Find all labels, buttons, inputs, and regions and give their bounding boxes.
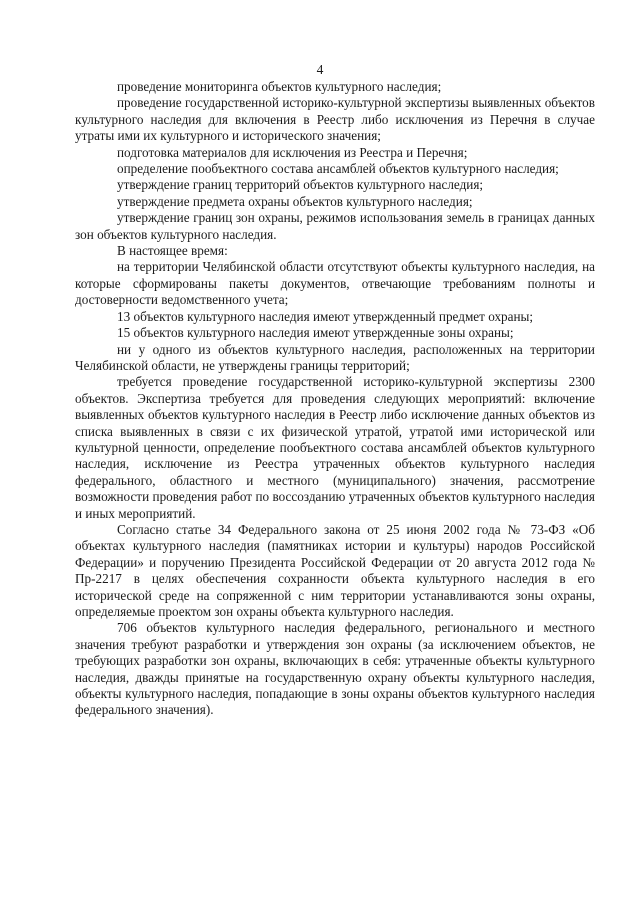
document-body bbox=[75, 79, 595, 719]
paragraph: утверждение предмета охраны объектов культурного наследия; bbox=[117, 193, 473, 209]
paragraph: требуется проведение государственной историко-культурной экспертизы 2300 объектов. Экспертиза требуется для проведения следующих мероприятий: включение выявленных объектов культурного наследия в Реестр либо исключение данных объектов из списка выявленных в связи с их физической утратой, утратой ими исторической или культурной ценности, определение пообъектного состава ансамблей объектов культурного наследия, исключение из Реестра утраченных объектов культурного наследия федерального, областного и местного (муниципального) значения, рассмотрение возможности проведения работ по воссозданию утраченных объектов культурного наследия и иных мероприятий. bbox=[75, 374, 595, 521]
paragraph: проведение государственной историко-культурной экспертизы выявленных объектов культурного наследия для включения в Реестр либо исключения из Перечня в случае утраты ими их культурного и исторического значения; bbox=[75, 95, 595, 144]
paragraph: утверждение границ территорий объектов культурного наследия; bbox=[117, 177, 484, 193]
paragraph: утверждение границ зон охраны, режимов использования земель в границах данных зон объектов культурного наследия. bbox=[75, 210, 595, 242]
paragraph: на территории Челябинской области отсутствуют объекты культурного наследия, на которые сформированы пакеты документов, отвечающие требованиям полноты и достоверности ведомственного учета; bbox=[75, 259, 595, 308]
paragraph: определение пообъектного состава ансамблей объектов культурного наследия; bbox=[117, 161, 559, 177]
page-number: 4 bbox=[316, 62, 324, 77]
paragraph: проведение мониторинга объектов культурного наследия; bbox=[117, 79, 442, 94]
paragraph: 706 объектов культурного наследия федерального, регионального и местного значения требуют разработки и утверждения зон охраны (за исключением объектов, не требующих разработки зон охраны, включающих в себя: утраченные объекты культурного наследия, дважды принятые на государственную охрану объекты культурного наследия, объекты культурного наследия, попадающие в зоны охраны объектов культурного наследия федерального значения). bbox=[75, 620, 595, 718]
paragraph: В настоящее время: bbox=[117, 243, 228, 259]
paragraph: 15 объектов культурного наследия имеют утвержденные зоны охраны; bbox=[117, 325, 514, 341]
paragraph: подготовка материалов для исключения из Реестра и Перечня; bbox=[117, 144, 468, 160]
paragraph: ни у одного из объектов культурного наследия, расположенных на территории Челябинской области, не утверждены границы территорий; bbox=[75, 341, 595, 373]
paragraph: 13 объектов культурного наследия имеют утвержденный предмет охраны; bbox=[117, 308, 534, 324]
paragraph: Согласно статье 34 Федерального закона от 25 июня 2002 года № 73-ФЗ «Об объектах культурного наследия (памятниках истории и культуры) народов Российской Федерации» и поручению Президента Российской Федерации от 20 августа 2012 года № Пр-2217 в целях обеспечения сохранности объекта культурного наследия в его исторической среде на сопряженной с ним территории устанавливаются зоны охраны, определяемые проектом зон охраны объекта культурного наследия. bbox=[75, 521, 595, 619]
